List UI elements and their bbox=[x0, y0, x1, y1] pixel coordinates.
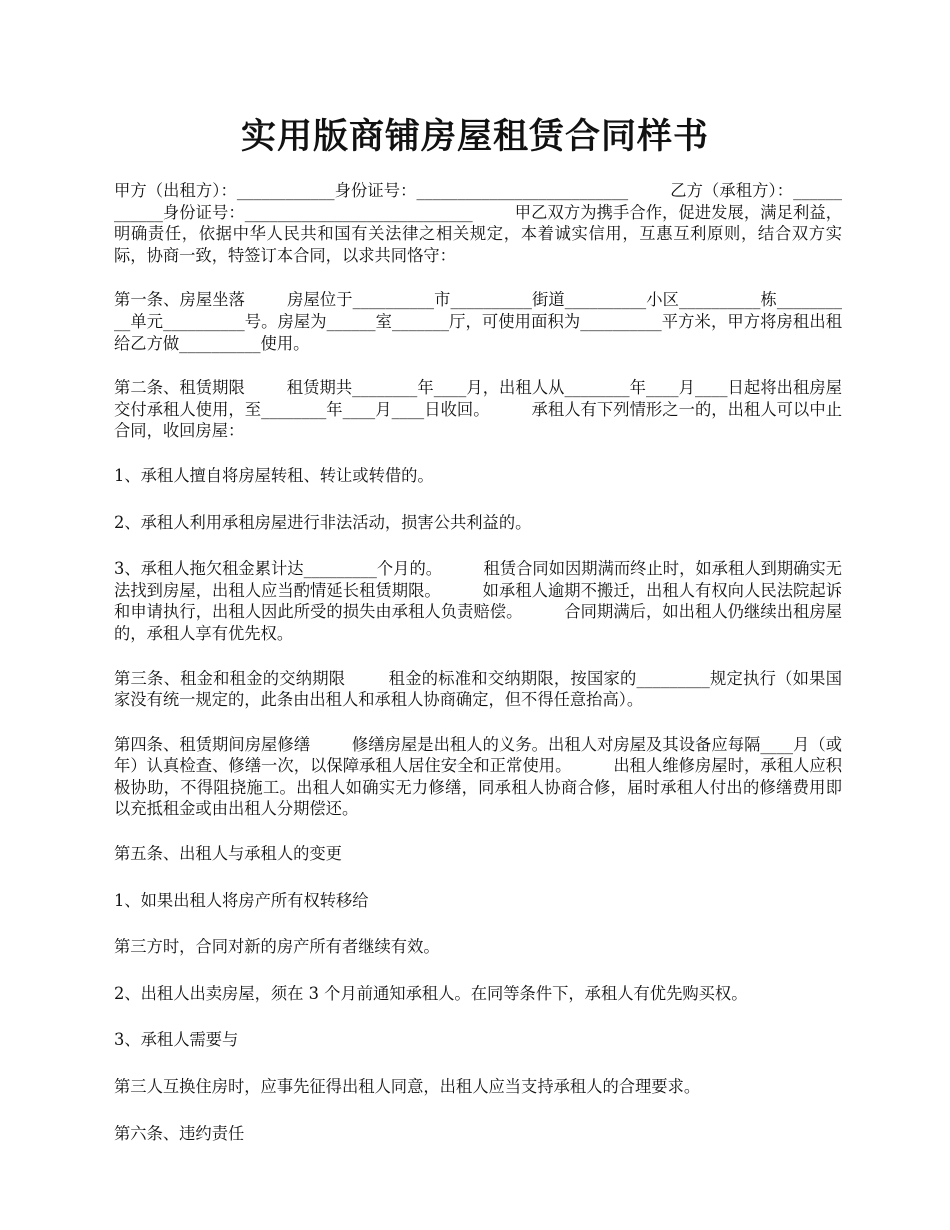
paragraph-clause-2: 2、承租人利用承租房屋进行非法活动，损害公共利益的。 bbox=[114, 512, 532, 532]
paragraph-article-5-item-3-cont: 第三人互换住房时，应事先征得出租人同意，出租人应当支持承租人的合理要求。 bbox=[114, 1077, 701, 1097]
document-title: 实用版商铺房屋租赁合同样书 bbox=[240, 116, 709, 157]
paragraph-article-5-item-2: 2、出租人出卖房屋，须在 3 个月前通知承租人。在同等条件下，承租人有优先购买权。 bbox=[114, 983, 748, 1003]
paragraph-article-5-item-1-cont: 第三方时，合同对新的房产所有者继续有效。 bbox=[114, 937, 440, 957]
paragraph-article-6: 第六条、违约责任 bbox=[114, 1123, 245, 1143]
paragraph-article-5-item-1: 1、如果出租人将房产所有权转移给 bbox=[114, 890, 369, 910]
document-body bbox=[114, 180, 842, 1169]
paragraph-parties: 甲方（出租方）：____________身份证号：__________________________ 乙方（承租方）：____________身份证号：____________________________ 甲乙双方为携手合作，促进发展，满足利益，明确责任，依据中华人民共和国有关法律之相关规定，本着诚实信用，互惠互利原则，结合双方实际，协商一致，特签订本合同，以求共同恪守： bbox=[114, 181, 842, 265]
paragraph-clause-3: 3、承租人拖欠租金累计达_________个月的。 租赁合同如因期满而终止时，如承租人到期确实无法找到房屋，出租人应当酌情延长租赁期限。 如承租人逾期不搬迁，出租人有权向人民法院起诉和申请执行，出租人因此所受的损失由承租人负责赔偿。 合同期满后，如出租人仍继续出租房屋的，承租人享有优先权。 bbox=[114, 559, 842, 643]
paragraph-article-2: 第二条、租赁期限 租赁期共________年____月，出租人从________年____月____日起将出租房屋交付承租人使用，至________年____月____日收回。 承租人有下列情形之一的，出租人可以中止合同，收回房屋： bbox=[114, 378, 842, 441]
paragraph-article-1: 第一条、房屋坐落 房屋位于__________市__________街道__________小区__________栋__________单元__________号。房屋为______室_______厅，可使用面积为__________平方米，甲方将房租出租给乙方做__________使用。 bbox=[114, 290, 842, 353]
paragraph-clause-1: 1、承租人擅自将房屋转租、转让或转借的。 bbox=[114, 465, 434, 485]
paragraph-article-5-item-3: 3、承租人需要与 bbox=[114, 1030, 239, 1050]
paragraph-article-3: 第三条、租金和租金的交纳期限 租金的标准和交纳期限，按国家的_________规定执行（如果国家没有统一规定的，此条由出租人和承租人协商确定，但不得任意抬高）。 bbox=[114, 668, 842, 710]
paragraph-article-4: 第四条、租赁期间房屋修缮 修缮房屋是出租人的义务。出租人对房屋及其设备应每隔____月（或年）认真检查、修缮一次，以保障承租人居住安全和正常使用。 出租人维修房屋时，承租人应积极协助，不得阻挠施工。出租人如确实无力修缮，同承租人协商合修，届时承租人付出的修缮费用即以充抵租金或由出租人分期偿还。 bbox=[114, 734, 842, 819]
paragraph-article-5: 第五条、出租人与承租人的变更 bbox=[114, 844, 342, 864]
